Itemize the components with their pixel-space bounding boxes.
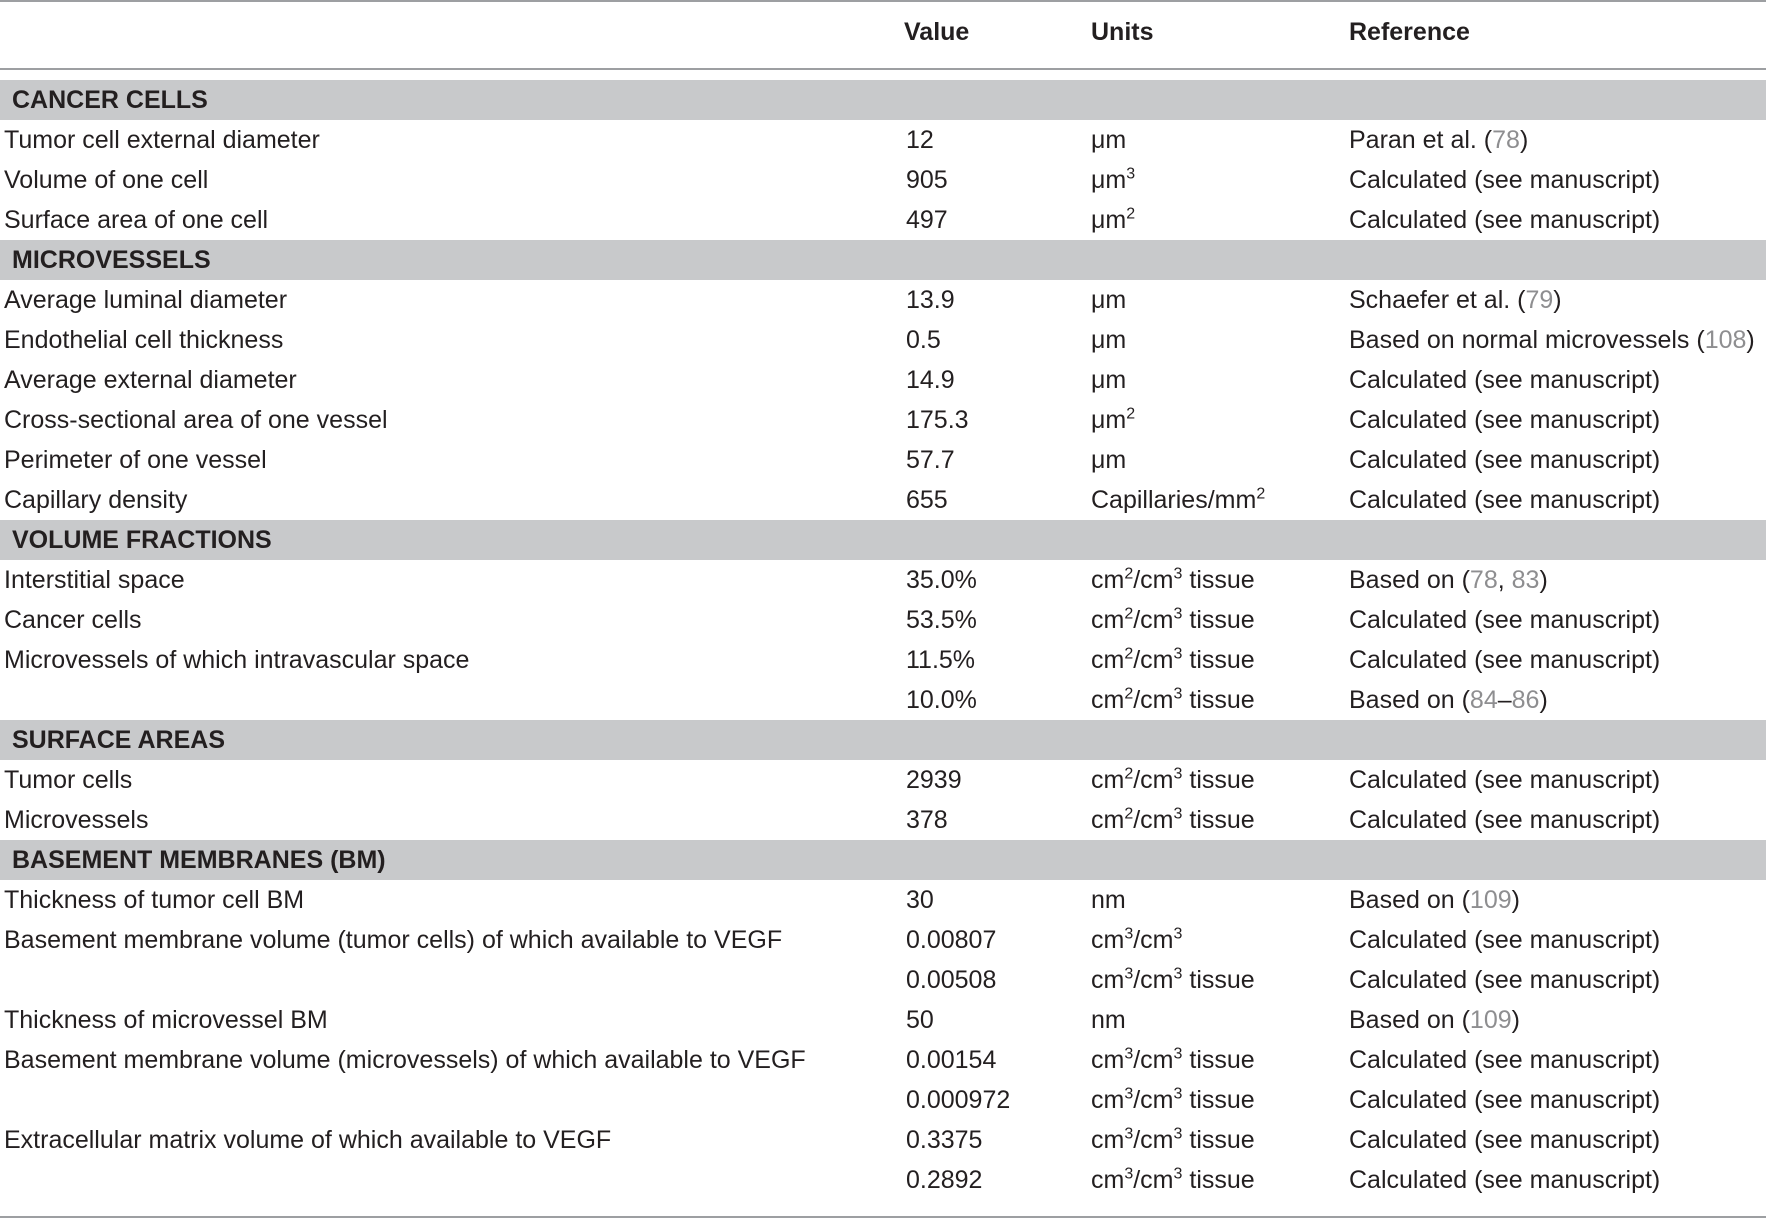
reference-cell: [1349, 680, 1548, 720]
parameter-label: Thickness of microvessel BM: [4, 1006, 328, 1034]
parameter-label: Tumor cell external diameter: [4, 126, 320, 154]
reference-text: Based on (: [1349, 566, 1470, 594]
parameter-label: Microvessels: [4, 806, 149, 834]
reference-text: Paran et al. (: [1349, 126, 1493, 154]
parameter-label: Interstitial space: [4, 566, 185, 594]
parameter-label: Average external diameter: [4, 366, 297, 394]
reference-text: Calculated (see manuscript): [1349, 1166, 1661, 1194]
section-title: BASEMENT MEMBRANES (BM): [12, 846, 386, 874]
table-row: [0, 680, 1766, 720]
top-rule: [0, 0, 1766, 2]
reference-text: Calculated (see manuscript): [1349, 766, 1661, 794]
parameter-label: Cancer cells: [4, 606, 142, 634]
value-cell: 53.5%: [906, 606, 977, 634]
reference-cell: [1349, 880, 1520, 920]
units-cell: μm: [1091, 286, 1127, 314]
reference-cell: [1349, 960, 1660, 1000]
reference-link[interactable]: 109: [1469, 1006, 1512, 1034]
value-cell: 905: [906, 166, 948, 194]
reference-cell: [1349, 120, 1528, 160]
parameter-label: Perimeter of one vessel: [4, 446, 267, 474]
parameter-label: Capillary density: [4, 486, 188, 514]
reference-cell: [1349, 360, 1660, 400]
parameter-label: Volume of one cell: [4, 166, 209, 194]
section-title: CANCER CELLS: [12, 86, 208, 114]
reference-text: ): [1511, 886, 1520, 914]
reference-text: Calculated (see manuscript): [1349, 1086, 1661, 1114]
section-header-row: [0, 840, 1766, 880]
units-cell: μm: [1091, 446, 1127, 474]
section-header-row: [0, 240, 1766, 280]
table-row: [0, 1000, 1766, 1040]
reference-text: Based on (: [1349, 886, 1470, 914]
table-row: [0, 600, 1766, 640]
units-cell: $cm^3/cm^3$: [1091, 925, 1183, 954]
value-cell: 0.000972: [906, 1086, 1011, 1114]
reference-text: Calculated (see manuscript): [1349, 806, 1661, 834]
table-row: [0, 360, 1766, 400]
reference-cell: [1349, 400, 1660, 440]
reference-link[interactable]: 108: [1704, 326, 1747, 354]
units-cell: μm: [1091, 366, 1127, 394]
reference-text: Based on normal microvessels (: [1349, 326, 1705, 354]
reference-text: Calculated (see manuscript): [1349, 446, 1661, 474]
reference-text: –: [1497, 686, 1512, 714]
table-row: [0, 560, 1766, 600]
units-cell: nm: [1091, 1006, 1126, 1034]
value-cell: 0.00154: [906, 1046, 997, 1074]
reference-text: Calculated (see manuscript): [1349, 646, 1661, 674]
reference-cell: [1349, 1160, 1660, 1200]
parameter-label: Basement membrane volume (microvessels) of which available to VEGF: [4, 1046, 806, 1074]
value-cell: 378: [906, 806, 948, 834]
reference-text: ): [1539, 686, 1548, 714]
parameter-label: Tumor cells: [4, 766, 133, 794]
bottom-rule: [0, 1216, 1766, 1218]
reference-cell: [1349, 440, 1660, 480]
parameter-label: Average luminal diameter: [4, 286, 288, 314]
reference-text: ): [1511, 1006, 1520, 1034]
units-cell: μm: [1091, 326, 1127, 354]
table-row: [0, 880, 1766, 920]
reference-cell: [1349, 1120, 1660, 1160]
reference-text: ): [1519, 126, 1529, 154]
reference-text: Calculated (see manuscript): [1349, 1046, 1661, 1074]
value-cell: 0.3375: [906, 1126, 983, 1154]
parameter-label: Endothelial cell thickness: [4, 326, 284, 354]
reference-text: Schaefer et al. (: [1349, 286, 1526, 314]
reference-text: Calculated (see manuscript): [1349, 406, 1661, 434]
units-cell: $cm^3/cm^3$ tissue: [1091, 1165, 1255, 1194]
header-value: Value: [904, 18, 970, 46]
value-cell: 10.0%: [906, 686, 977, 714]
units-cell: nm: [1091, 886, 1126, 914]
value-cell: 12: [906, 126, 934, 154]
reference-cell: [1349, 320, 1755, 360]
reference-cell: [1349, 280, 1562, 320]
parameter-label: Cross-sectional area of one vessel: [4, 406, 388, 434]
table-row: [0, 1120, 1766, 1160]
reference-text: ): [1746, 326, 1755, 354]
reference-text: Calculated (see manuscript): [1349, 1126, 1661, 1154]
table-row: [0, 800, 1766, 840]
reference-cell: [1349, 160, 1660, 200]
reference-text: Calculated (see manuscript): [1349, 366, 1661, 394]
parameter-label: Surface area of one cell: [4, 206, 269, 234]
value-cell: 14.9: [906, 366, 955, 394]
table-row: [0, 160, 1766, 200]
units-cell: $\mu m^3$: [1091, 165, 1136, 194]
units-cell: $cm^2/cm^3$ tissue: [1091, 685, 1255, 714]
units-cell: $cm^2/cm^3$ tissue: [1091, 605, 1255, 634]
table-row: [0, 280, 1766, 320]
reference-cell: [1349, 800, 1660, 840]
value-cell: 0.5: [906, 326, 941, 354]
reference-cell: [1349, 760, 1660, 800]
value-cell: 13.9: [906, 286, 955, 314]
value-cell: 0.2892: [906, 1166, 983, 1194]
value-cell: 0.00807: [906, 926, 997, 954]
parameter-label: Extracellular matrix volume of which available to VEGF: [4, 1126, 612, 1154]
reference-text: Calculated (see manuscript): [1349, 606, 1661, 634]
table-row: [0, 920, 1766, 960]
reference-cell: [1349, 1000, 1520, 1040]
parameter-label: Basement membrane volume (tumor cells) of which available to VEGF: [4, 926, 783, 954]
reference-text: ): [1553, 286, 1562, 314]
units-cell: $cm^2/cm^3$ tissue: [1091, 765, 1255, 794]
reference-text: Based on (: [1349, 686, 1470, 714]
table-row: [0, 120, 1766, 160]
units-cell: $cm^3/cm^3$ tissue: [1091, 965, 1255, 994]
units-cell: $cm^3/cm^3$ tissue: [1091, 1085, 1255, 1114]
value-cell: 0.00508: [906, 966, 997, 994]
reference-link[interactable]: 78: [1492, 126, 1520, 154]
reference-text: Calculated (see manuscript): [1349, 486, 1661, 514]
parameter-label: Thickness of tumor cell BM: [4, 886, 305, 914]
table-row: [0, 1040, 1766, 1080]
reference-cell: [1349, 1080, 1660, 1120]
value-cell: 57.7: [906, 446, 955, 474]
table-row: [0, 480, 1766, 520]
reference-text: ,: [1497, 566, 1512, 594]
units-cell: Capillaries/$mm^2$: [1091, 485, 1266, 514]
reference-text: Calculated (see manuscript): [1349, 206, 1661, 234]
units-cell: $cm^2/cm^3$ tissue: [1091, 805, 1255, 834]
value-cell: 50: [906, 1006, 934, 1034]
units-cell: $\mu m^2$: [1091, 405, 1136, 434]
header-units: Units: [1091, 18, 1154, 46]
reference-link[interactable]: 109: [1469, 886, 1512, 914]
reference-cell: [1349, 600, 1660, 640]
units-cell: $cm^2/cm^3$ tissue: [1091, 565, 1255, 594]
table-row: [0, 1160, 1766, 1200]
reference-link[interactable]: 84: [1469, 686, 1498, 714]
parameter-label: Microvessels of which intravascular space: [4, 646, 470, 674]
section-title: MICROVESSELS: [12, 246, 211, 274]
reference-link[interactable]: 83: [1511, 566, 1540, 594]
reference-text: ): [1539, 566, 1548, 594]
reference-cell: [1349, 920, 1660, 960]
section-title: SURFACE AREAS: [12, 726, 225, 754]
table-row: [0, 200, 1766, 240]
header-rule: [0, 68, 1766, 70]
units-cell: μm: [1091, 126, 1127, 154]
units-cell: $cm^2/cm^3$ tissue: [1091, 645, 1255, 674]
value-cell: 175.3: [906, 406, 969, 434]
units-cell: $cm^3/cm^3$ tissue: [1091, 1125, 1255, 1154]
reference-link[interactable]: 78: [1469, 566, 1498, 594]
reference-cell: [1349, 560, 1548, 600]
units-cell: $cm^3/cm^3$ tissue: [1091, 1045, 1255, 1074]
value-cell: 30: [906, 886, 934, 914]
table-row: [0, 440, 1766, 480]
section-header-row: [0, 720, 1766, 760]
table-row: [0, 760, 1766, 800]
reference-cell: [1349, 480, 1660, 520]
value-cell: 655: [906, 486, 948, 514]
section-header-row: [0, 520, 1766, 560]
reference-text: Calculated (see manuscript): [1349, 166, 1661, 194]
units-cell: $\mu m^2$: [1091, 205, 1136, 234]
value-cell: 2939: [906, 766, 962, 794]
table-row: [0, 960, 1766, 1000]
section-header-row: [0, 80, 1766, 120]
value-cell: 11.5%: [906, 646, 976, 674]
reference-cell: [1349, 200, 1660, 240]
table-row: [0, 320, 1766, 360]
reference-text: Based on (: [1349, 1006, 1470, 1034]
table-row: [0, 640, 1766, 680]
reference-link[interactable]: 79: [1525, 286, 1554, 314]
value-cell: 497: [906, 206, 948, 234]
section-title: VOLUME FRACTIONS: [12, 526, 272, 554]
header-reference: Reference: [1349, 18, 1470, 46]
reference-text: Calculated (see manuscript): [1349, 966, 1661, 994]
table-row: [0, 1080, 1766, 1120]
value-cell: 35.0%: [906, 566, 977, 594]
reference-cell: [1349, 1040, 1660, 1080]
reference-link[interactable]: 86: [1511, 686, 1540, 714]
reference-text: Calculated (see manuscript): [1349, 926, 1661, 954]
reference-cell: [1349, 640, 1660, 680]
table-row: [0, 400, 1766, 440]
